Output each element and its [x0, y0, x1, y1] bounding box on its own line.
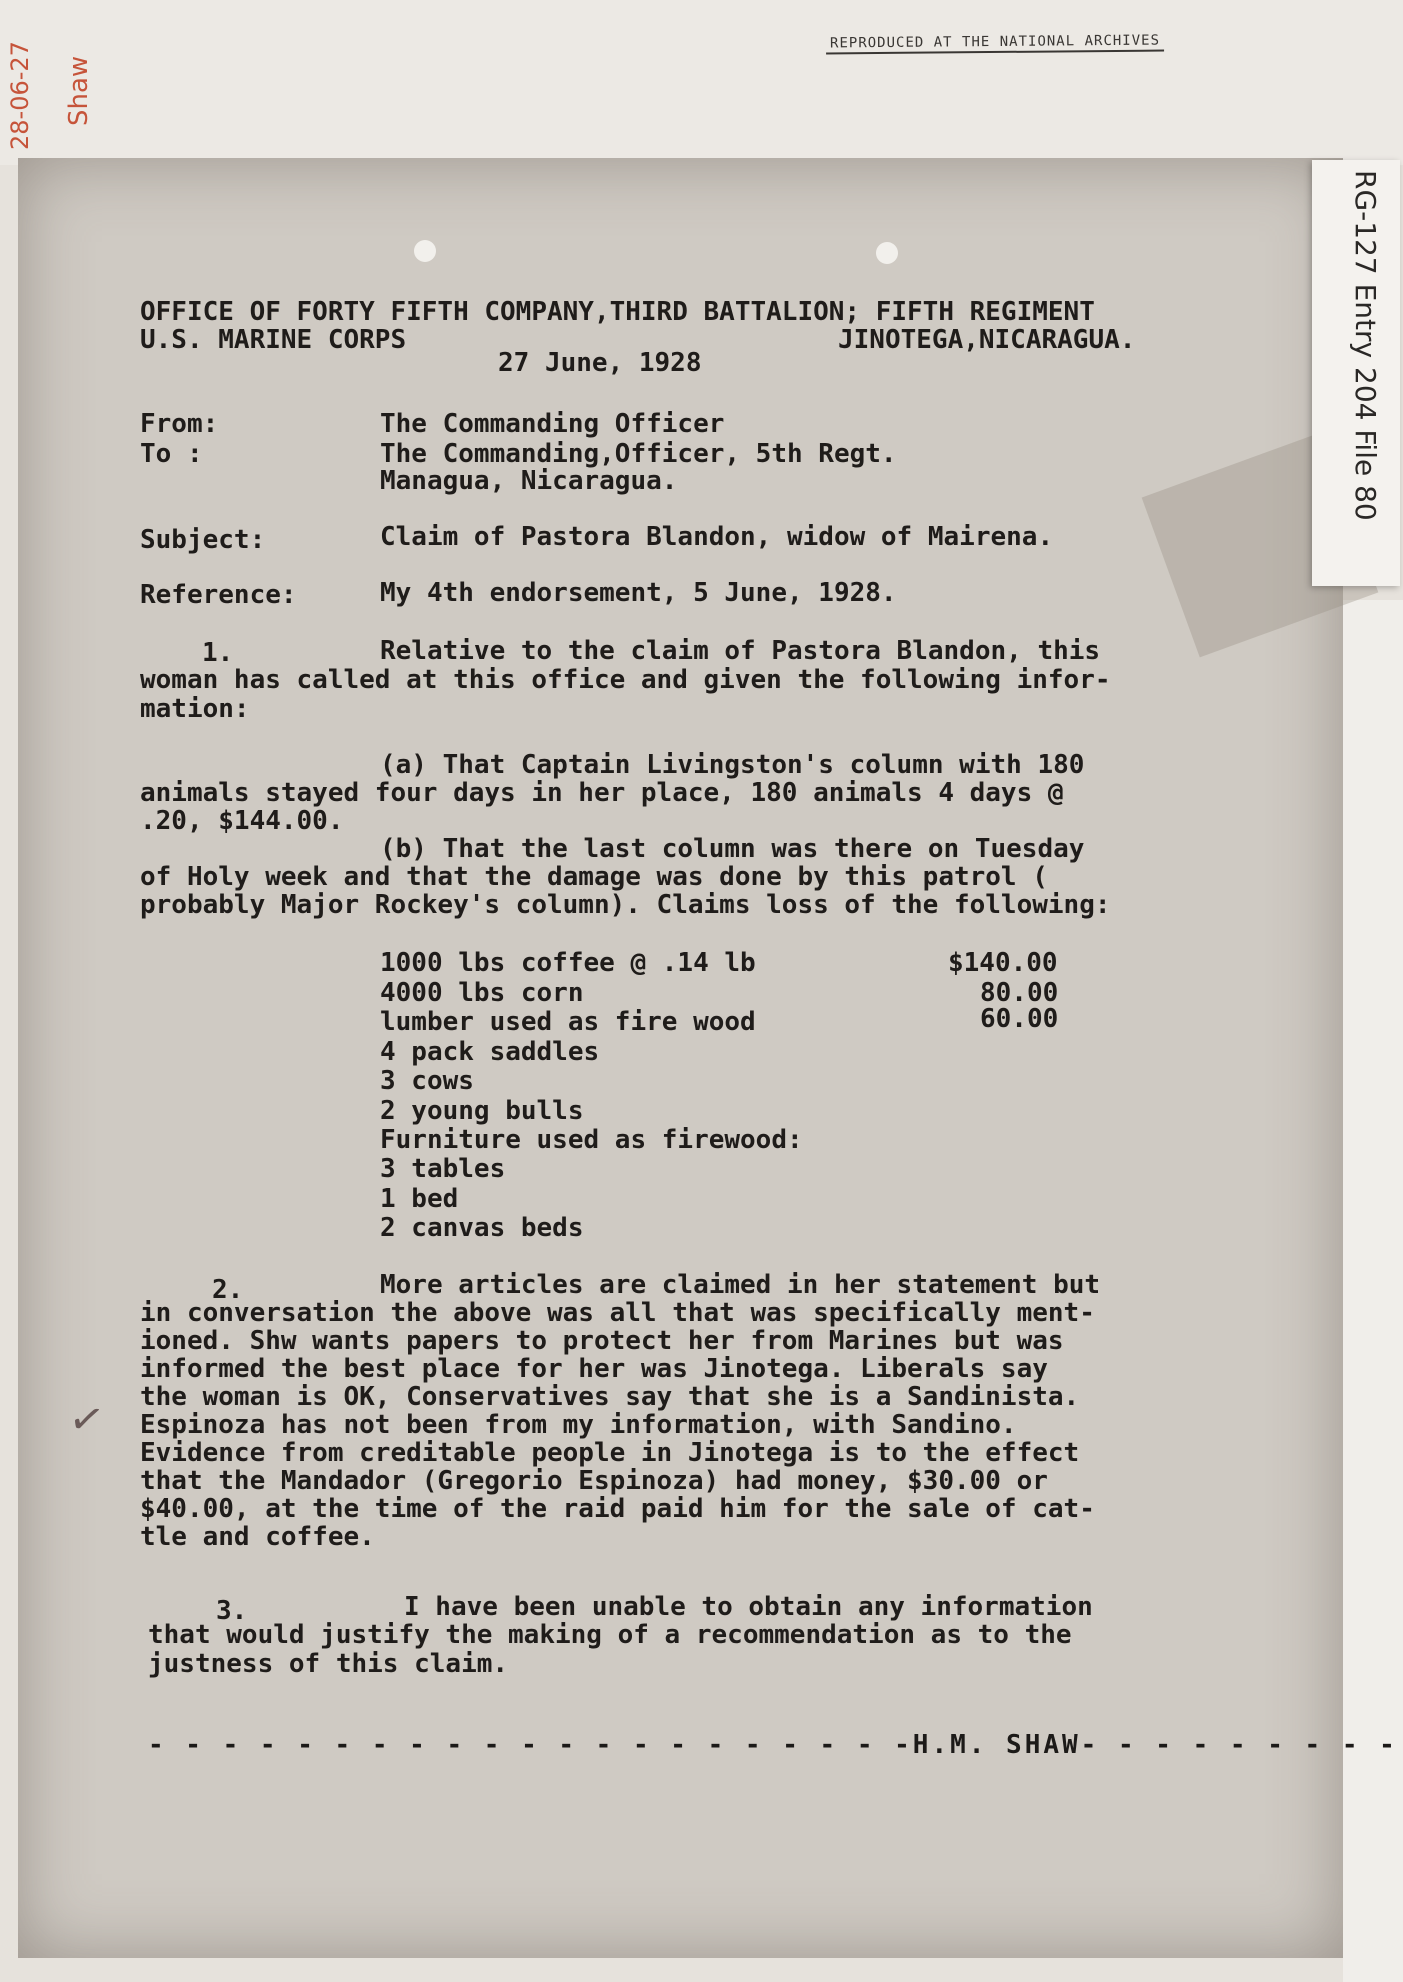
- claim-item: 3 cows: [380, 1066, 474, 1096]
- para-line: Espinoza has not been from my information, with Sandino.: [140, 1410, 1017, 1440]
- archive-tab: [1312, 160, 1400, 586]
- to-value-line-2: Managua, Nicaragua.: [380, 466, 678, 496]
- from-value: The Commanding Officer: [380, 409, 725, 439]
- claim-item: lumber used as fire wood: [380, 1007, 756, 1037]
- margin-note-name: Shaw: [64, 55, 94, 126]
- claim-item: 2 canvas beds: [380, 1213, 584, 1243]
- para-line: mation:: [140, 694, 250, 724]
- para-line: woman has called at this office and given the following infor-: [140, 665, 1111, 695]
- para-line: tle and coffee.: [140, 1522, 375, 1552]
- punch-hole: [876, 242, 898, 264]
- para-number: 3.: [216, 1596, 248, 1626]
- para-line: that the Mandador (Gregorio Espinoza) had money, $30.00 or: [140, 1466, 1048, 1496]
- header-corps: U.S. MARINE CORPS: [140, 325, 407, 355]
- signature: -H.M. SHAW-: [894, 1730, 1100, 1760]
- claim-item: Furniture used as firewood:: [380, 1125, 803, 1155]
- para-line: ioned. Shw wants papers to protect her from Marines but was: [140, 1326, 1064, 1356]
- to-label: To :: [140, 439, 203, 469]
- reference-label: Reference:: [140, 580, 297, 610]
- para-line: More articles are claimed in her statement but: [380, 1270, 1101, 1300]
- para-line: $40.00, at the time of the raid paid him for the sale of cat-: [140, 1494, 1095, 1524]
- item-b-line: probably Major Rockey's column). Claims loss of the following:: [140, 890, 1111, 920]
- claim-item: 2 young bulls: [380, 1096, 584, 1126]
- punch-hole: [414, 240, 436, 262]
- claim-item: 1 bed: [380, 1184, 459, 1214]
- para-line: justness of this claim.: [148, 1649, 509, 1679]
- para-line: that would justify the making of a recommendation as to the: [148, 1620, 1072, 1650]
- header-office-line: OFFICE OF FORTY FIFTH COMPANY,THIRD BATTALION; FIFTH REGIMENT: [140, 297, 1095, 327]
- claim-amount: 80.00: [980, 978, 1059, 1008]
- item-a-line: animals stayed four days in her place, 180 animals 4 days @: [140, 778, 1064, 808]
- claim-item: 1000 lbs coffee @ .14 lb: [380, 948, 756, 978]
- header-location: JINOTEGA,NICARAGUA.: [838, 325, 1136, 355]
- from-label: From:: [140, 409, 219, 439]
- top-margin: [0, 0, 1403, 165]
- item-a-line: .20, $144.00.: [140, 806, 344, 836]
- right-margin: [1343, 600, 1403, 1982]
- check-mark-icon: ✓: [67, 1387, 106, 1449]
- para-line: Relative to the claim of Pastora Blandon, this: [380, 636, 1101, 666]
- para-line: in conversation the above was all that was specifically ment-: [140, 1298, 1095, 1328]
- subject-label: Subject:: [140, 525, 266, 555]
- para-number: 1.: [202, 638, 234, 668]
- para-line: Evidence from creditable people in Jinotega is to the effect: [140, 1438, 1080, 1468]
- reference-value: My 4th endorsement, 5 June, 1928.: [380, 578, 897, 608]
- archive-tab-text: RG-127 Entry 204 File 80: [1349, 170, 1382, 521]
- claim-item: 3 tables: [380, 1154, 506, 1184]
- para-line: the woman is OK, Conservatives say that she is a Sandinista.: [140, 1382, 1080, 1412]
- claim-amount: $140.00: [948, 948, 1058, 978]
- signature-line: - - - - - - - - - - - - - - - - - - - - -H.M. SHAW- - - - - - - - -: [148, 1730, 1398, 1760]
- item-a-line: (a) That Captain Livingston's column with 180: [380, 750, 1085, 780]
- claim-item: 4000 lbs corn: [380, 978, 584, 1008]
- to-value-line-1: The Commanding,Officer, 5th Regt.: [380, 439, 897, 469]
- header-date: 27 June, 1928: [498, 348, 702, 378]
- margin-note-date: 28-06-27: [6, 41, 34, 150]
- item-b-line: of Holy week and that the damage was done by this patrol (: [140, 862, 1048, 892]
- claim-item: 4 pack saddles: [380, 1037, 600, 1067]
- item-b-line: (b) That the last column was there on Tuesday: [380, 834, 1085, 864]
- subject-value: Claim of Pastora Blandon, widow of Mairena.: [380, 522, 1054, 552]
- archive-stamp: REPRODUCED AT THE NATIONAL ARCHIVES: [826, 33, 1164, 55]
- para-line: I have been unable to obtain any information: [404, 1592, 1093, 1622]
- claim-amount: 60.00: [980, 1004, 1059, 1034]
- para-line: informed the best place for her was Jinotega. Liberals say: [140, 1354, 1048, 1384]
- para-number: 2.: [212, 1275, 244, 1305]
